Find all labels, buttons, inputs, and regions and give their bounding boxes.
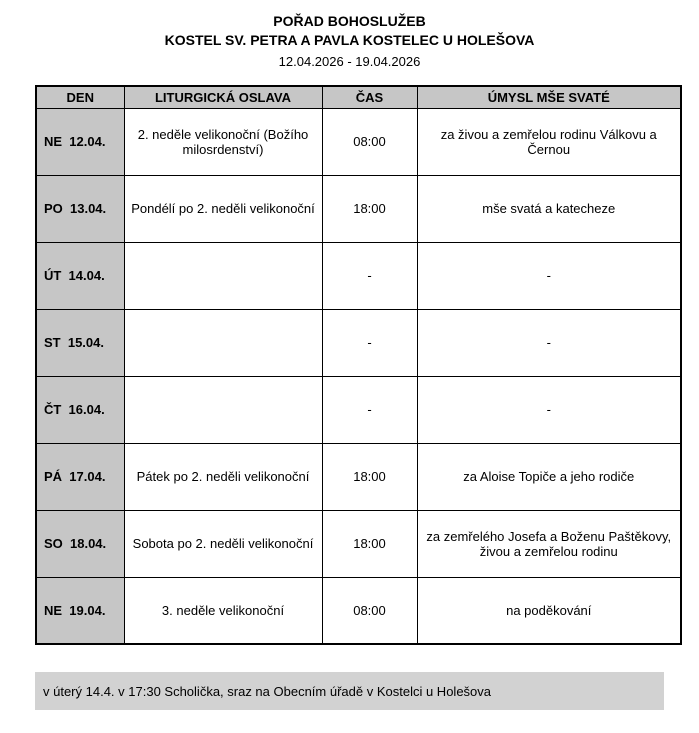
table-row xyxy=(36,175,681,242)
cell-den: NE 12.04. xyxy=(36,108,124,175)
cell-umysl: mše svatá a katecheze xyxy=(417,175,681,242)
cell-cas: 18:00 xyxy=(322,510,417,577)
cell-oslava: Pátek po 2. neděli velikonoční xyxy=(124,443,322,510)
cell-cas: 08:00 xyxy=(322,108,417,175)
page-title: POŘAD BOHOSLUŽEB xyxy=(273,13,426,29)
cell-den: PO 13.04. xyxy=(36,175,124,242)
column-header-umysl-mse-svate: ÚMYSL MŠE SVATÉ xyxy=(417,86,681,108)
table-row xyxy=(36,510,681,577)
cell-umysl: za živou a zemřelou rodinu Válkovu a Černou xyxy=(417,108,681,175)
cell-umysl: za zemřelého Josefa a Boženu Paštěkovy, živou a zemřelou rodinu xyxy=(417,510,681,577)
page-subtitle: KOSTEL SV. PETRA A PAVLA KOSTELEC U HOLEŠOVA xyxy=(164,32,535,48)
cell-umysl: - xyxy=(417,242,681,309)
table-row xyxy=(36,242,681,309)
cell-oslava xyxy=(124,376,322,443)
schedule-table xyxy=(35,85,682,645)
cell-umysl: - xyxy=(417,376,681,443)
cell-oslava: 2. neděle velikonoční (Božího milosrdenství) xyxy=(124,108,322,175)
footer-note: v úterý 14.4. v 17:30 Scholička, sraz na Obecním úřadě v Kostelci u Holešova xyxy=(35,672,664,710)
table-header-row xyxy=(36,86,681,108)
cell-cas: 18:00 xyxy=(322,175,417,242)
column-header-den: DEN xyxy=(36,86,124,108)
schedule-table-container xyxy=(35,85,699,645)
cell-den: ÚT 14.04. xyxy=(36,242,124,309)
date-range: 12.04.2026 - 19.04.2026 xyxy=(278,54,421,69)
cell-den: NE 19.04. xyxy=(36,577,124,644)
table-row xyxy=(36,309,681,376)
cell-umysl: - xyxy=(417,309,681,376)
table-row xyxy=(36,577,681,644)
document-header xyxy=(0,0,699,69)
cell-den: ČT 16.04. xyxy=(36,376,124,443)
cell-oslava xyxy=(124,309,322,376)
cell-den: SO 18.04. xyxy=(36,510,124,577)
cell-oslava: 3. neděle velikonoční xyxy=(124,577,322,644)
cell-umysl: za Aloise Topiče a jeho rodiče xyxy=(417,443,681,510)
table-row xyxy=(36,443,681,510)
cell-den: PÁ 17.04. xyxy=(36,443,124,510)
cell-cas: - xyxy=(322,376,417,443)
cell-cas: 08:00 xyxy=(322,577,417,644)
cell-cas: - xyxy=(322,309,417,376)
column-header-cas: ČAS xyxy=(322,86,417,108)
cell-oslava xyxy=(124,242,322,309)
cell-cas: - xyxy=(322,242,417,309)
table-row xyxy=(36,376,681,443)
cell-umysl: na poděkování xyxy=(417,577,681,644)
cell-den: ST 15.04. xyxy=(36,309,124,376)
table-row xyxy=(36,108,681,175)
column-header-liturgicka-oslava: LITURGICKÁ OSLAVA xyxy=(124,86,322,108)
cell-cas: 18:00 xyxy=(322,443,417,510)
cell-oslava: Sobota po 2. neděli velikonoční xyxy=(124,510,322,577)
cell-oslava: Pondélí po 2. neděli velikonoční xyxy=(124,175,322,242)
